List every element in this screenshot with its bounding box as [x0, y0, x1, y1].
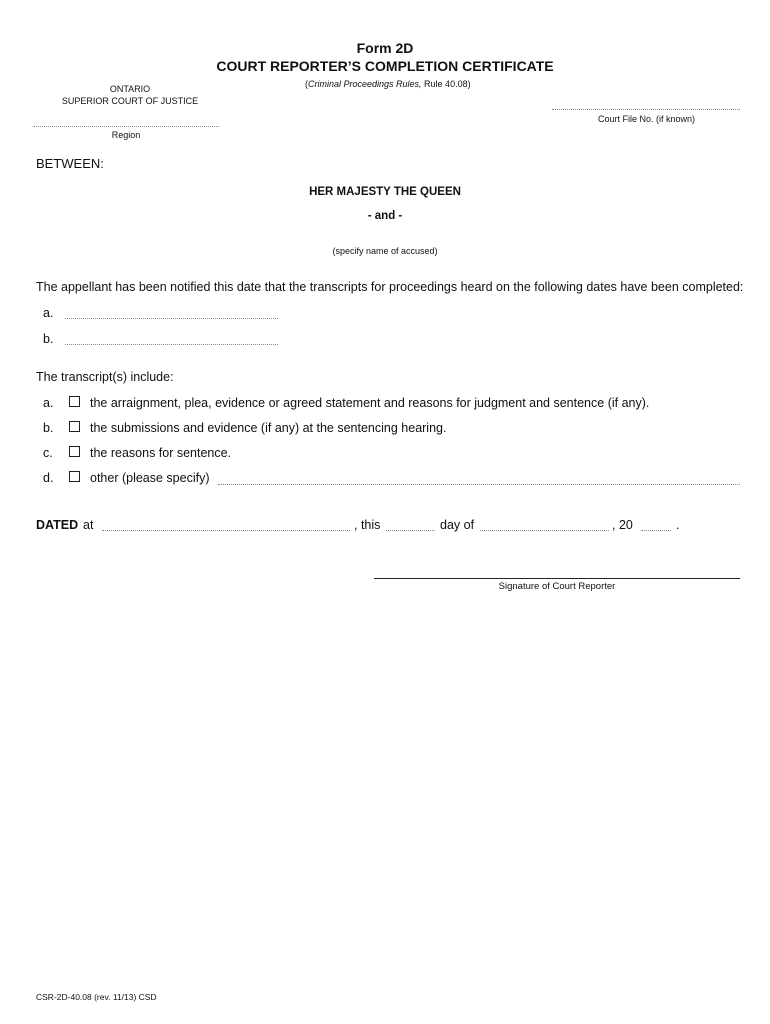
court-file-number-label: Court File No. (if known) — [598, 114, 696, 124]
dated-place-input[interactable] — [102, 530, 350, 531]
dated-this-label: , this — [354, 518, 381, 532]
form-code: CSR-2D-40.08 (rev. 11/13) CSD — [36, 992, 157, 1002]
rule-ref-italic: Criminal Proceedings Rules, — [308, 79, 422, 89]
date-a-letter: a. — [43, 306, 54, 320]
court-name: SUPERIOR COURT OF JUSTICE — [61, 96, 199, 106]
signature-field[interactable] — [374, 578, 740, 579]
crown-party: HER MAJESTY THE QUEEN — [309, 186, 461, 198]
court-file-number-input[interactable] — [552, 109, 740, 110]
between-label: BETWEEN: — [36, 156, 104, 171]
item-d-letter: d. — [43, 471, 54, 485]
signature-label: Signature of Court Reporter — [498, 581, 616, 592]
item-c-label: the reasons for sentence. — [90, 446, 232, 460]
region-input[interactable] — [33, 126, 219, 127]
item-a-checkbox[interactable] — [69, 396, 80, 407]
notice-statement: The appellant has been notified this date that the transcripts for proceedings heard on the following dates have been completed: — [36, 280, 744, 294]
accused-label: (specify name of accused) — [332, 246, 438, 256]
region-label: Region — [111, 130, 141, 140]
item-d-checkbox[interactable] — [69, 471, 80, 482]
item-a-letter: a. — [43, 396, 54, 410]
item-a-label: the arraignment, plea, evidence or agreed statement and reasons for judgment and sentence (if any). — [90, 396, 650, 410]
form-number: Form 2D — [356, 40, 414, 56]
accused-name-input[interactable] — [270, 240, 500, 241]
other-specify-input[interactable] — [218, 484, 740, 485]
item-c-letter: c. — [43, 446, 53, 460]
item-b-letter: b. — [43, 421, 54, 435]
form-title: COURT REPORTER’S COMPLETION CERTIFICATE — [216, 58, 554, 74]
item-d-label: other (please specify) — [90, 471, 210, 485]
item-b-checkbox[interactable] — [69, 421, 80, 432]
dated-day-input[interactable] — [386, 530, 435, 531]
dated-day-of-label: day of — [440, 518, 475, 532]
dated-year-input[interactable] — [641, 530, 671, 531]
dated-at-label: at — [83, 518, 94, 532]
dated-year-prefix: , 20 — [612, 518, 633, 532]
date-b-letter: b. — [43, 332, 54, 346]
rule-reference — [305, 79, 471, 89]
dated-period: . — [676, 518, 680, 532]
dated-label: DATED — [36, 518, 79, 532]
province-label: ONTARIO — [109, 84, 151, 94]
dated-month-input[interactable] — [480, 530, 609, 531]
rule-ref-rest: Rule 40.08) — [421, 79, 471, 89]
item-b-label: the submissions and evidence (if any) at the sentencing hearing. — [90, 421, 447, 435]
date-b-input[interactable] — [65, 344, 278, 345]
item-c-checkbox[interactable] — [69, 446, 80, 457]
transcripts-intro: The transcript(s) include: — [36, 370, 174, 384]
and-separator: - and - — [367, 210, 403, 222]
date-a-input[interactable] — [65, 318, 278, 319]
rule-ref-open: ( — [305, 79, 308, 89]
